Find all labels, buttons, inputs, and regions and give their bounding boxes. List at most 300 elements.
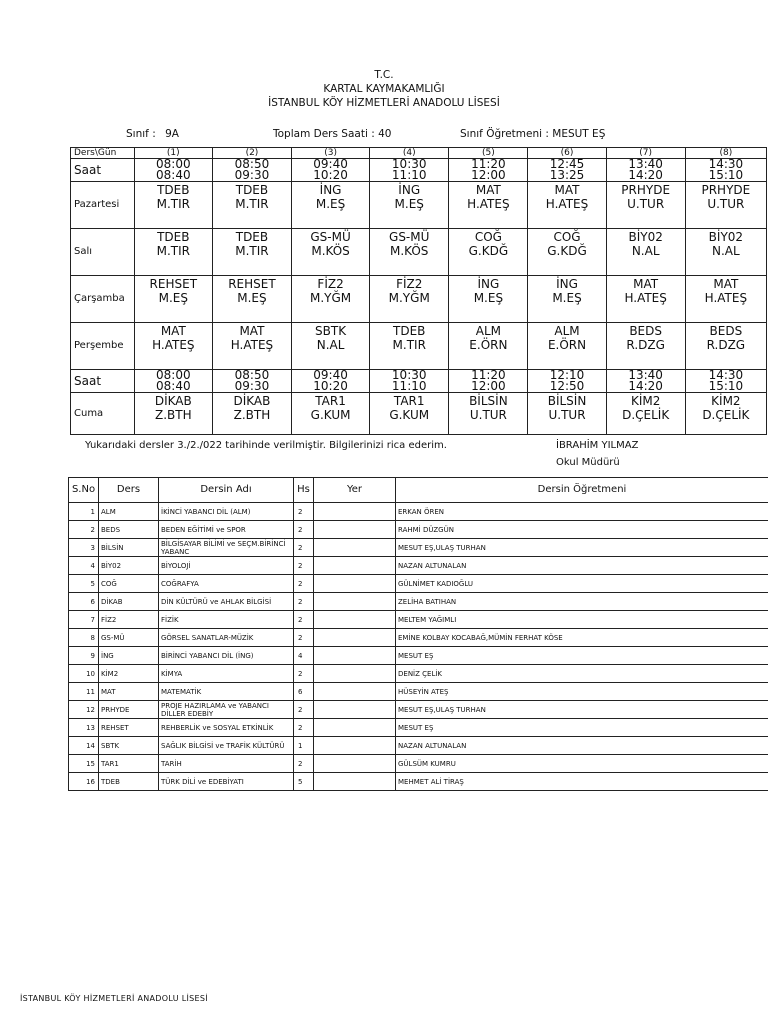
lesson-cell [134,276,212,323]
hours-label: Toplam Ders Saati : [273,128,375,140]
course-teacher: MESUT EŞ,ULAŞ TURHAN [396,539,768,557]
lesson-cell-line2: Z.BTH [233,408,271,422]
lesson-cell-line2: N.AL [712,244,740,258]
lesson-cell [528,323,606,370]
lesson-cell-line2: M.KÖS [389,244,429,258]
lesson-cell-line1: SBTK [315,324,347,338]
table-row [69,701,768,719]
lesson-cell [685,182,766,229]
lesson-cell-line1: TAR1 [393,394,425,408]
time-cell-line1: 12:45 [549,157,585,171]
header-yer: Yer [314,478,396,503]
course-hours: 2 [294,611,314,629]
time-cell-line1: 08:00 [156,368,191,382]
lesson-cell-line1: GS-MÜ [389,230,430,244]
course-teacher: GÜLNİMET KADIOĞLU [396,575,768,593]
course-name: İKİNCİ YABANCI DİL (ALM) [159,503,294,521]
course-teacher: MESUT EŞ,ULAŞ TURHAN [396,701,768,719]
lesson-cell-line2: M.EŞ [158,291,188,305]
time-cell-line2: 14:20 [628,168,663,182]
lesson-cell-line1: BİLSİN [469,394,508,408]
lesson-cell [134,229,212,276]
legend-header-row [69,478,768,503]
lesson-cell [685,229,766,276]
course-name: TARİH [159,755,294,773]
course-place [314,575,396,593]
course-code: İNG [99,647,159,665]
course-name: KİMYA [159,665,294,683]
time-cell-line1: 09:40 [313,157,348,171]
class-label: Sınıf : [126,128,156,140]
lesson-cell-line1: MAT [554,183,580,197]
course-place [314,629,396,647]
course-place [314,665,396,683]
course-hours: 2 [294,629,314,647]
lesson-cell-line2: M.YĞM [310,291,352,305]
lesson-cell-line1: TAR1 [315,394,346,408]
teacher-value: MESUT EŞ [552,128,606,140]
lesson-cell-line1: DİKAB [154,394,192,408]
course-name: BİRİNCİ YABANCI DİL (İNG) [159,647,294,665]
lesson-cell-line1: İNG [319,183,342,197]
course-hours: 2 [294,755,314,773]
course-hours: 2 [294,719,314,737]
course-teacher: MEHMET ALİ TİRAŞ [396,773,768,791]
row-number: 13 [69,719,99,737]
day-row [71,276,767,323]
table-row [69,629,768,647]
lesson-cell [370,182,449,229]
lesson-cell-line2: Z.BTH [154,408,192,422]
lesson-cell [292,182,370,229]
lesson-cell-line1: COĞ [474,230,502,244]
table-row [69,647,768,665]
table-row [69,683,768,701]
lesson-cell-line2: M.TIR [235,244,269,258]
course-teacher: MESUT EŞ [396,647,768,665]
lesson-cell-line1: İNG [556,277,578,291]
period-4: (4) [370,148,449,159]
row-number: 16 [69,773,99,791]
teacher-label: Sınıf Öğretmeni : [460,128,549,140]
lesson-cell-line2: M.TIR [156,244,190,258]
period-2: (2) [212,148,291,159]
day-label: Çarşamba [71,276,135,323]
time-cell [134,370,212,393]
course-code: BİLSİN [99,539,159,557]
course-name: BİLGİSAYAR BİLİMİ ve SEÇM.BİRİNCİ YABANC [159,539,294,557]
day-label: Pazartesi [71,182,135,229]
lesson-cell [606,323,685,370]
header-dersin-adi: Dersin Adı [159,478,294,503]
header-ders: Ders [99,478,159,503]
hours-info [273,128,391,140]
course-place [314,557,396,575]
course-place [314,539,396,557]
lesson-cell-line1: REHSET [228,277,276,291]
period-1: (1) [134,148,212,159]
time-cell [212,159,291,182]
day-row [71,323,767,370]
time-cell-line1: 14:30 [708,157,744,171]
lesson-cell [134,182,212,229]
time-cell [292,370,370,393]
lesson-cell-line1: REHSET [149,277,198,291]
lesson-cell [292,276,370,323]
lesson-cell-line1: MAT [713,277,739,291]
time-cell [449,370,528,393]
principal-name: İBRAHİM YILMAZ [556,440,639,451]
course-hours: 1 [294,737,314,755]
lesson-cell-line2: G.KDĞ [547,244,587,258]
course-code: COĞ [99,575,159,593]
day-label: Cuma [71,393,135,435]
lesson-cell-line2: M.TIR [392,338,426,352]
day-row [71,229,767,276]
header-line-3: İSTANBUL KÖY HİZMETLERİ ANADOLU LİSESİ [268,97,500,109]
row-number: 1 [69,503,99,521]
lesson-cell-line2: U.TUR [469,408,507,422]
row-number: 14 [69,737,99,755]
lesson-cell [212,229,291,276]
course-teacher: DENİZ ÇELİK [396,665,768,683]
lesson-cell [449,393,528,435]
table-row [69,521,768,539]
lesson-cell-line2: M.KÖS [311,244,350,258]
lesson-cell-line2: R.DZG [626,338,665,352]
course-code: PRHYDE [99,701,159,719]
lesson-cell [685,393,766,435]
lesson-cell [292,393,370,435]
time-cell [292,159,370,182]
lesson-cell-line1: GS-MÜ [310,230,351,244]
lesson-cell [370,276,449,323]
period-3: (3) [292,148,370,159]
course-place [314,683,396,701]
lesson-cell-line2: N.AL [316,338,345,352]
lesson-cell-line1: TDEB [157,183,190,197]
class-value: 9A [165,128,179,140]
lesson-cell [212,276,291,323]
course-place [314,503,396,521]
row-number: 12 [69,701,99,719]
time-cell [606,159,685,182]
table-row [69,593,768,611]
time-cell [370,159,449,182]
lesson-cell-line2: G.KDĞ [468,244,509,258]
lesson-cell-line1: MAT [239,324,265,338]
time-cell-line1: 12:10 [549,368,585,382]
course-name: SAĞLIK BİLGİSİ ve TRAFİK KÜLTÜRÜ [159,737,294,755]
time-cell-line2: 15:10 [708,379,744,393]
lesson-cell [606,393,685,435]
teacher-info [460,128,605,140]
time-cell-line1: 08:00 [156,157,191,171]
lesson-cell-line2: E.ÖRN [547,338,587,352]
course-place [314,611,396,629]
time-cell-line2: 14:20 [628,379,663,393]
time-cell [134,159,212,182]
period-5: (5) [449,148,528,159]
course-code: BEDS [99,521,159,539]
timetable [70,147,767,435]
course-name: PROJE HAZIRLAMA ve YABANCI DİLLER EDEBİY [159,701,294,719]
time-cell [685,370,766,393]
lesson-cell-line2: M.TIR [156,197,190,211]
lesson-cell-line2: H.ATEŞ [467,197,510,211]
header-line-1: T.C. [374,69,394,81]
lesson-cell-line1: İNG [477,277,500,291]
lesson-cell [606,276,685,323]
table-row [69,557,768,575]
lesson-cell [449,182,528,229]
course-code: TAR1 [99,755,159,773]
course-name: GÖRSEL SANATLAR-MÜZİK [159,629,294,647]
friday-time-row [71,370,767,393]
course-hours: 2 [294,665,314,683]
time-cell-line2: 15:10 [708,168,744,182]
header-ogretmen: Dersin Öğretmeni [396,478,768,503]
lesson-cell [370,323,449,370]
course-name: BEDEN EĞİTİMİ ve SPOR [159,521,294,539]
row-number: 10 [69,665,99,683]
course-code: SBTK [99,737,159,755]
lesson-cell-line1: İNG [398,183,421,197]
time-cell-line2: 12:00 [471,168,506,182]
course-name: TÜRK DİLİ ve EDEBİYATI [159,773,294,791]
header-sno: S.No [69,478,99,503]
course-name: FİZİK [159,611,294,629]
course-code: KİM2 [99,665,159,683]
course-place [314,737,396,755]
lesson-cell [212,393,291,435]
course-hours: 2 [294,701,314,719]
row-number: 4 [69,557,99,575]
lesson-cell-line1: BEDS [709,324,743,338]
lesson-cell-line2: U.TUR [627,197,665,211]
day-label: Perşembe [71,323,135,370]
course-place [314,593,396,611]
course-name: DİN KÜLTÜRÜ ve AHLAK BİLGİSİ [159,593,294,611]
course-place [314,755,396,773]
course-code: DİKAB [99,593,159,611]
lesson-cell-line2: U.TUR [548,408,586,422]
table-row [69,755,768,773]
lesson-cell-line2: M.EŞ [315,197,346,211]
lesson-cell-line2: G.KUM [310,408,351,422]
lesson-cell [685,276,766,323]
time-cell [606,370,685,393]
lesson-cell [528,182,606,229]
course-teacher: MELTEM YAĞIMLI [396,611,768,629]
period-8: (8) [685,148,766,159]
row-number: 8 [69,629,99,647]
time-cell-line2: 08:40 [156,168,191,182]
time-cell-line1: 13:40 [628,157,663,171]
lesson-cell-line1: BİY02 [708,230,744,244]
friday-row [71,393,767,435]
course-place [314,719,396,737]
course-code: GS-MÜ [99,629,159,647]
lesson-cell-line1: MAT [633,277,659,291]
lesson-cell [528,229,606,276]
course-place [314,701,396,719]
table-row [69,773,768,791]
lesson-cell-line2: M.TIR [235,197,269,211]
lesson-cell-line1: KİM2 [711,394,741,408]
lesson-cell-line1: COĞ [553,230,581,244]
course-code: REHSET [99,719,159,737]
lesson-cell-line1: PRHYDE [621,183,671,197]
time-cell-line2: 08:40 [156,379,191,393]
time-cell-line2: 10:20 [313,168,348,182]
course-teacher: GÜLSÜM KUMRU [396,755,768,773]
lesson-cell-line2: D.ÇELİK [702,408,750,422]
row-number: 11 [69,683,99,701]
lesson-cell-line1: FİZ2 [317,277,344,291]
time-cell [212,370,291,393]
row-number: 2 [69,521,99,539]
course-hours: 2 [294,557,314,575]
course-teacher: RAHMİ DÜZGÜN [396,521,768,539]
lesson-cell-line1: ALM [475,324,501,338]
course-name: BİYOLOJİ [159,557,294,575]
saat-label: Saat [71,159,135,182]
time-cell-line1: 11:20 [471,157,506,171]
course-legend-table [68,477,768,791]
lesson-cell [370,229,449,276]
lesson-cell-line2: H.ATEŞ [624,291,667,305]
lesson-cell [449,323,528,370]
lesson-cell-line1: TDEB [393,324,426,338]
course-hours: 2 [294,593,314,611]
lesson-cell-line2: H.ATEŞ [545,197,589,211]
lesson-cell-line1: ALM [554,324,580,338]
course-teacher: ERKAN ÖREN [396,503,768,521]
course-hours: 5 [294,773,314,791]
course-hours: 2 [294,575,314,593]
period-6: (6) [528,148,606,159]
time-cell-line1: 08:50 [234,368,270,382]
table-row [69,611,768,629]
time-row [71,159,767,182]
course-teacher: NAZAN ALTUNALAN [396,737,768,755]
row-number: 7 [69,611,99,629]
lesson-cell [292,323,370,370]
lesson-cell [449,276,528,323]
lesson-cell-line2: R.DZG [706,338,746,352]
time-cell-line2: 11:10 [391,168,427,182]
time-cell-line2: 09:30 [234,379,270,393]
lesson-cell-line2: M.EŞ [552,291,582,305]
time-cell-line2: 12:50 [549,379,585,393]
lesson-cell-line1: BEDS [629,324,662,338]
lesson-cell-line1: TDEB [235,230,269,244]
course-place [314,647,396,665]
time-cell-line1: 10:30 [391,157,427,171]
time-cell-line2: 12:00 [471,379,506,393]
lesson-cell-line1: FİZ2 [396,277,423,291]
course-name: COĞRAFYA [159,575,294,593]
lesson-cell-line1: TDEB [235,183,269,197]
table-row [69,539,768,557]
lesson-cell [528,393,606,435]
course-code: FİZ2 [99,611,159,629]
time-cell-line2: 11:10 [391,379,427,393]
time-cell-line1: 09:40 [313,368,348,382]
lesson-cell-line2: H.ATEŞ [230,338,274,352]
lesson-cell [134,323,212,370]
time-cell [370,370,449,393]
course-code: ALM [99,503,159,521]
course-hours: 2 [294,521,314,539]
principal-title: Okul Müdürü [556,457,620,468]
table-row [69,665,768,683]
lesson-cell-line1: MAT [475,183,501,197]
time-cell-line2: 09:30 [234,168,270,182]
hours-value: 40 [378,128,392,140]
course-name: MATEMATİK [159,683,294,701]
lesson-cell-line2: M.EŞ [473,291,504,305]
lesson-cell [528,276,606,323]
time-cell-line1: 14:30 [708,368,744,382]
lesson-cell-line1: BİLSİN [547,394,587,408]
course-code: TDEB [99,773,159,791]
day-label: Salı [71,229,135,276]
lesson-cell-line1: BİY02 [628,230,663,244]
lesson-cell-line2: M.EŞ [237,291,267,305]
course-teacher: NAZAN ALTUNALAN [396,557,768,575]
time-cell-line2: 13:25 [549,168,585,182]
table-row [69,737,768,755]
lesson-cell-line2: N.AL [631,244,660,258]
lesson-cell-line1: MAT [160,324,186,338]
course-teacher: ZELİHA BATIHAN [396,593,768,611]
course-hours: 2 [294,539,314,557]
lesson-cell [212,323,291,370]
lesson-cell [449,229,528,276]
row-number: 15 [69,755,99,773]
course-code: BİY02 [99,557,159,575]
header-line-2: KARTAL KAYMAKAMLIĞI [323,83,445,95]
friday-saat-label: Saat [71,370,135,393]
lesson-cell-line2: H.ATEŞ [152,338,195,352]
table-row [69,503,768,521]
lesson-cell-line1: DİKAB [233,394,271,408]
lesson-cell-line1: TDEB [157,230,190,244]
time-cell [528,370,606,393]
row-number: 9 [69,647,99,665]
corner-label: Ders\Gün [71,148,135,159]
table-row [69,575,768,593]
course-code: MAT [99,683,159,701]
time-cell-line1: 11:20 [471,368,506,382]
footer-school-name: İSTANBUL KÖY HİZMETLERİ ANADOLU LİSESİ [20,994,208,1003]
lesson-cell-line1: PRHYDE [701,183,751,197]
time-cell-line1: 13:40 [628,368,663,382]
header-hs: Hs [294,478,314,503]
time-cell [685,159,766,182]
lesson-cell [134,393,212,435]
course-teacher: MESUT EŞ [396,719,768,737]
lesson-cell-line2: U.TUR [707,197,745,211]
lesson-cell-line2: E.ÖRN [469,338,508,352]
period-7: (7) [606,148,685,159]
lesson-cell-line2: G.KUM [389,408,430,422]
lesson-cell [606,182,685,229]
lesson-cell-line2: D.ÇELİK [622,408,670,422]
time-cell [449,159,528,182]
